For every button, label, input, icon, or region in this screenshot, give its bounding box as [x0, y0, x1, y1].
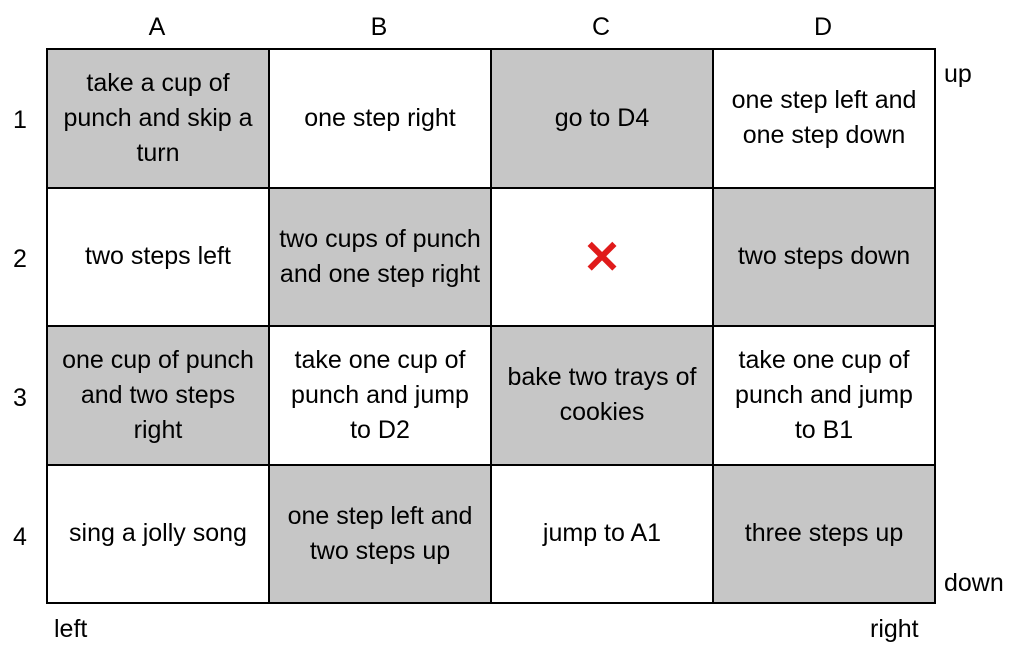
row-header-3: 3 [13, 384, 27, 412]
row-header-2: 2 [13, 245, 27, 273]
cell-d4: three steps up [714, 466, 936, 605]
column-header-d: D [813, 13, 833, 41]
cell-a3: one cup of punch and two steps right [48, 327, 270, 466]
row-header-1: 1 [13, 106, 27, 134]
cell-b1: one step right [270, 50, 492, 189]
cell-d2: two steps down [714, 189, 936, 328]
cell-a1: take a cup of punch and skip a turn [48, 50, 270, 189]
cell-d1: one step left and one step down [714, 50, 936, 189]
direction-left-label: left [54, 615, 88, 643]
cell-c1: go to D4 [492, 50, 714, 189]
column-header-c: C [591, 13, 611, 41]
cell-a2: two steps left [48, 189, 270, 328]
direction-up-label: up [944, 60, 972, 88]
direction-right-label: right [870, 615, 919, 643]
cell-c2 [492, 189, 714, 328]
cell-c3: bake two trays of cookies [492, 327, 714, 466]
board-grid [46, 48, 936, 604]
column-header-b: B [370, 13, 388, 41]
row-header-4: 4 [13, 523, 27, 551]
cell-d3: take one cup of punch and jump to B1 [714, 327, 936, 466]
red-cross-icon: ✕ [582, 230, 622, 283]
cell-b2: two cups of punch and one step right [270, 189, 492, 328]
cell-b3: take one cup of punch and jump to D2 [270, 327, 492, 466]
cell-c4: jump to A1 [492, 466, 714, 605]
direction-down-label: down [944, 569, 1004, 597]
cell-b4: one step left and two steps up [270, 466, 492, 605]
cell-a4: sing a jolly song [48, 466, 270, 605]
column-header-a: A [148, 13, 166, 41]
